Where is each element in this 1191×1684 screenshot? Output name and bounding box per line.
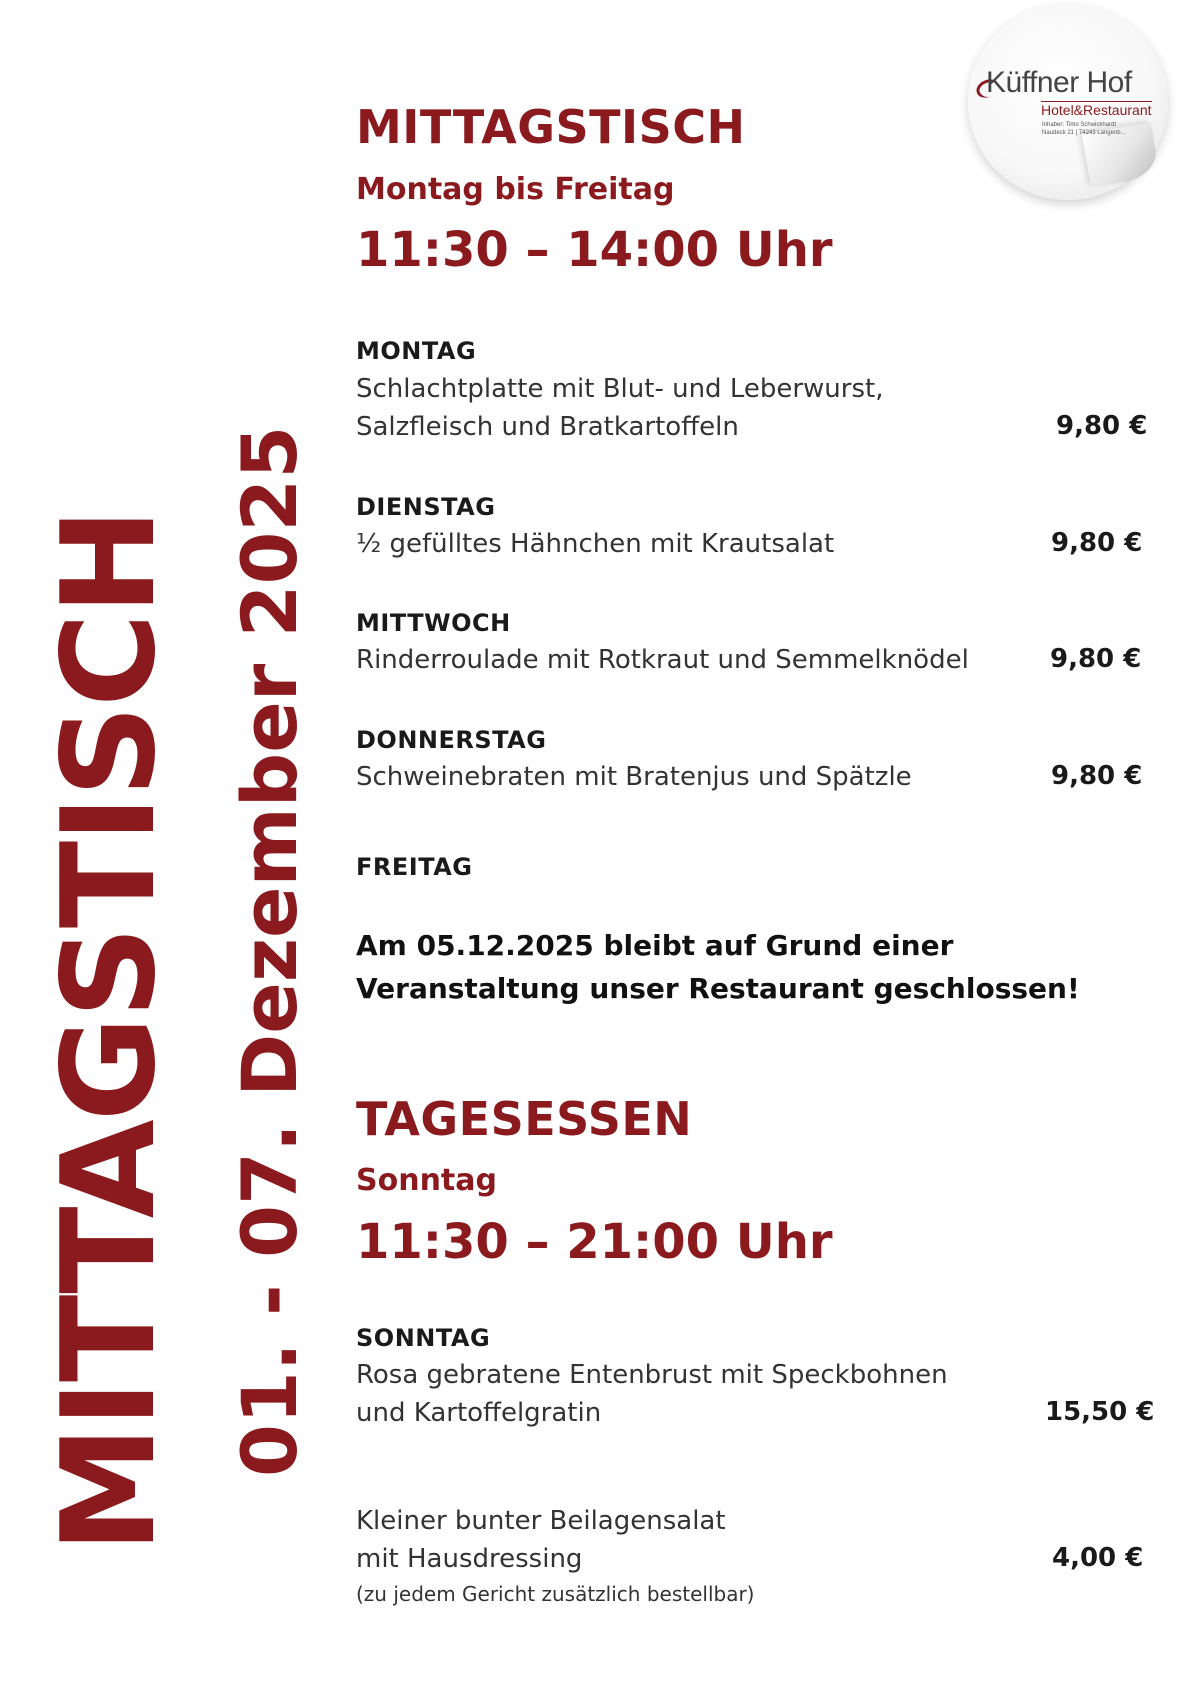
dish-sunday-line2: und Kartoffelgratin [356,1398,602,1428]
daily-hours: 11:30 – 21:00 Uhr [356,1214,833,1270]
price-monday: 9,80 € [1056,411,1148,441]
salad-line1: Kleiner bunter Beilagensalat [356,1506,726,1536]
dish-tuesday: ½ gefülltes Hähnchen mit Krautsalat [356,529,835,559]
price-thursday: 9,80 € [1051,761,1143,791]
logo-subtitle: Hotel&Restaurant [1041,102,1152,118]
price-salad: 4,00 € [1052,1543,1144,1573]
day-label-tuesday: DIENSTAG [356,493,496,521]
friday-notice-line1: Am 05.12.2025 bleibt auf Grund einer [356,929,954,962]
dish-sunday-line1: Rosa gebratene Entenbrust mit Speckbohnen [356,1360,948,1390]
day-label-thursday: DONNERSTAG [356,726,547,754]
salad-note: (zu jedem Gericht zusätzlich bestellbar) [356,1582,755,1606]
salad-line2: mit Hausdressing [356,1544,583,1574]
side-title: MITTAGSTISCH [35,509,184,1553]
day-label-monday: MONTAG [356,337,477,365]
logo-address: Naudeck 21 | 74243 Langenb... [1042,130,1126,136]
lunch-days-label: Montag bis Freitag [356,172,675,207]
dish-wednesday: Rinderroulade mit Rotkraut und Semmelknödel [356,645,969,675]
day-label-friday: FREITAG [356,853,473,881]
daily-days-label: Sonntag [356,1163,497,1198]
price-tuesday: 9,80 € [1051,528,1143,558]
lunch-heading: MITTAGSTISCH [356,100,746,154]
lunch-hours: 11:30 – 14:00 Uhr [356,222,833,278]
side-date-range: 01. - 07. Dezember 2025 [225,425,314,1477]
dish-thursday: Schweinebraten mit Bratenjus und Spätzle [356,762,912,792]
dish-monday-line1: Schlachtplatte mit Blut- und Leberwurst, [356,374,884,404]
price-sunday: 15,50 € [1045,1397,1155,1427]
friday-notice-line2: Veranstaltung unser Restaurant geschlossen! [356,972,1080,1005]
day-label-sunday: SONNTAG [356,1324,491,1352]
logo-name: Küffner Hof [986,66,1132,99]
dish-monday-line2: Salzfleisch und Bratkartoffeln [356,412,739,442]
daily-heading: TAGESESSEN [356,1092,693,1146]
logo-owner: Inhaber: Timo Schwickhardt [1042,122,1117,128]
day-label-wednesday: MITTWOCH [356,609,511,637]
price-wednesday: 9,80 € [1050,644,1142,674]
